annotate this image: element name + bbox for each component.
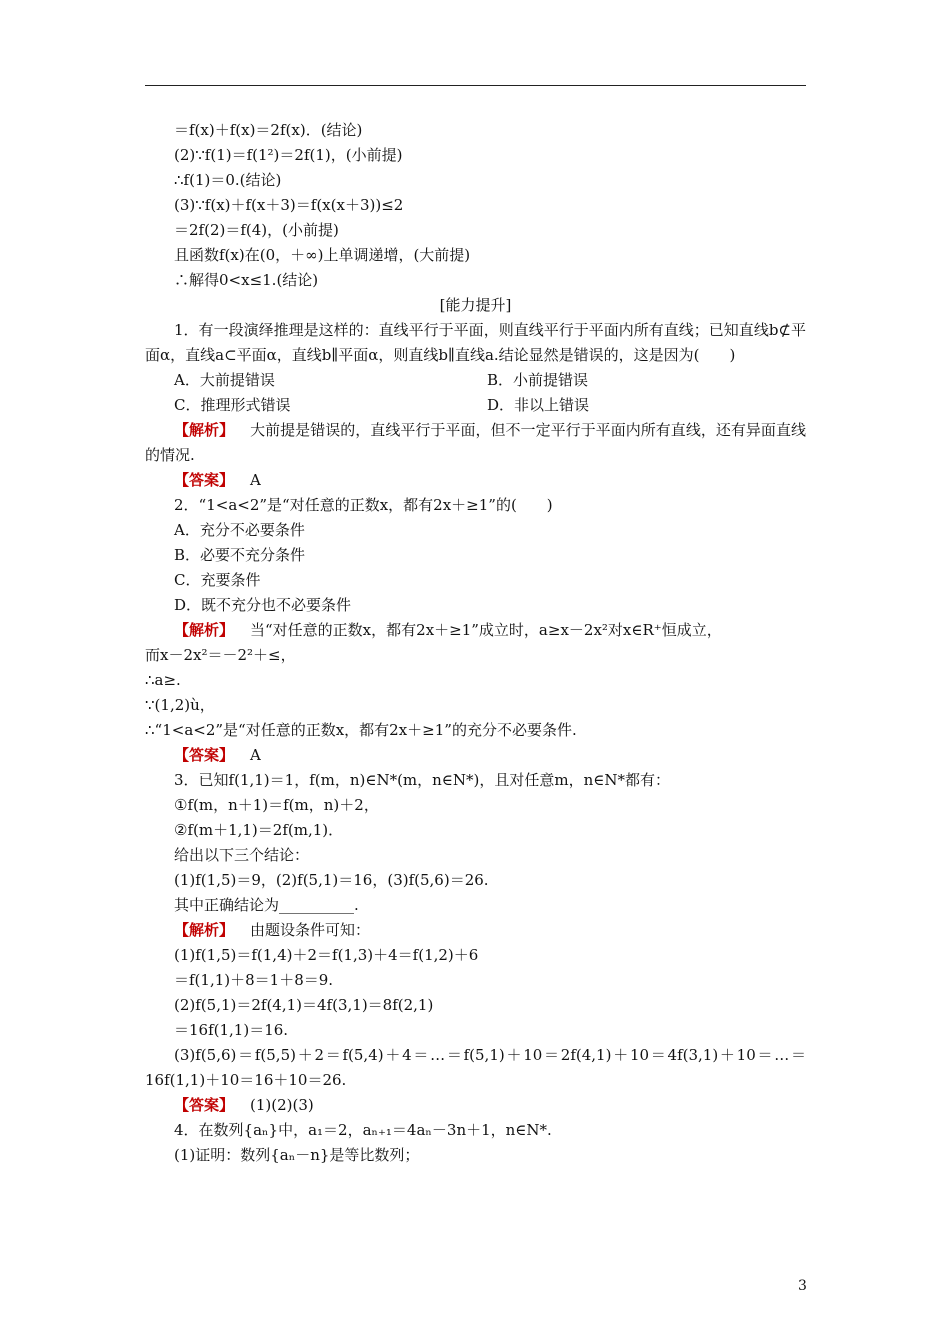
question-3-answer xyxy=(145,1093,806,1118)
question-3-stem: 3．已知f(1,1)＝1，f(m，n)∈N*(m，n∈N*)，且对任意m，n∈N*都有： xyxy=(174,771,670,789)
text-line: ∵(1,2)ù， xyxy=(145,696,215,714)
text-line: ∴“1<a<2”是“对任意的正数x，都有2x＋≥1”的充分不必要条件. xyxy=(145,721,577,739)
answer-tag: 【答案】 xyxy=(174,1096,235,1114)
text-line: ∴f(1)＝0.(结论) xyxy=(174,171,282,189)
text-line: ＝f(x)＋f(x)＝2f(x)．(结论) xyxy=(174,121,363,139)
text-line: (2)∵f(1)＝f(1²)＝2f(1)，(小前提) xyxy=(174,146,403,164)
text-line: ∴a≥. xyxy=(145,671,181,689)
option-a: A．充分不必要条件 xyxy=(174,521,305,539)
question-4-stem: 4．在数列{aₙ}中，a₁＝2，aₙ₊₁＝4aₙ－3n＋1，n∈N*. xyxy=(174,1121,552,1139)
question-1-options-row xyxy=(145,368,806,393)
question-1-answer xyxy=(145,468,806,493)
answer-tag: 【答案】 xyxy=(174,746,235,764)
analysis-text: 由题设条件可知： xyxy=(250,921,371,939)
answer-text: A xyxy=(250,746,261,764)
question-2-answer xyxy=(145,743,806,768)
analysis-text: 当“对任意的正数x，都有2x＋≥1”成立时，a≥x－2x²对x∈R⁺恒成立， xyxy=(250,621,722,639)
option-c: C．充要条件 xyxy=(174,571,261,589)
text-line: 而x－2x²＝－2²＋≤， xyxy=(145,646,296,664)
analysis-text: 大前提是错误的，直线平行于平面，但不一定平行于平面内所有直线，还有异面直线的情况. xyxy=(145,421,806,464)
text-line: ①f(m，n＋1)＝f(m，n)＋2， xyxy=(174,796,379,814)
text-line: ＝2f(2)＝f(4)，(小前提) xyxy=(174,221,339,239)
text-line: (1)f(1,5)＝9，(2)f(5,1)＝16，(3)f(5,6)＝26. xyxy=(174,871,489,889)
question-2-analysis xyxy=(145,618,806,643)
question-2-stem: 2．“1<a<2”是“对任意的正数x，都有2x＋≥1”的( ) xyxy=(174,496,553,514)
text-line: 给出以下三个结论： xyxy=(174,846,310,864)
analysis-tag: 【解析】 xyxy=(174,621,235,639)
question-1-analysis xyxy=(145,418,806,468)
text-line: (2)f(5,1)＝2f(4,1)＝4f(3,1)＝8f(2,1) xyxy=(174,996,434,1014)
text-line: 且函数f(x)在(0，＋∞)上单调递增，(大前提) xyxy=(174,246,471,264)
text-line: (3)f(5,6)＝f(5,5)＋2＝f(5,4)＋4＝…＝f(5,1)＋10＝2f(4,1)＋10＝4f(3,1)＋10＝…＝16f(1,1)＋10＝16＋10＝26. xyxy=(145,1046,806,1089)
analysis-tag: 【解析】 xyxy=(174,421,235,439)
page-content xyxy=(145,118,806,1168)
text-line: ＝f(1,1)＋8＝1＋8＝9. xyxy=(174,971,334,989)
text-line: (1)证明：数列{aₙ－n}是等比数列； xyxy=(174,1146,420,1164)
header-rule xyxy=(145,85,806,86)
answer-text: A xyxy=(250,471,261,489)
question-3-analysis xyxy=(145,918,806,943)
text-line: ＝16f(1,1)＝16. xyxy=(174,1021,289,1039)
analysis-tag: 【解析】 xyxy=(174,921,235,939)
option-d: D．既不充分也不必要条件 xyxy=(174,596,352,614)
answer-text: (1)(2)(3) xyxy=(250,1096,314,1114)
option-c: C．推理形式错误 xyxy=(174,396,291,414)
question-1-options-row xyxy=(145,393,806,418)
text-line: 其中正确结论为__________. xyxy=(174,896,359,914)
option-b: B．必要不充分条件 xyxy=(174,546,306,564)
text-line: ②f(m＋1,1)＝2f(m,1)． xyxy=(174,821,344,839)
section-title: [能力提升] xyxy=(439,296,512,314)
text-line: (3)∵f(x)＋f(x＋3)＝f(x(x＋3))≤2 xyxy=(174,196,404,214)
answer-tag: 【答案】 xyxy=(174,471,235,489)
page-number: 3 xyxy=(798,1278,807,1294)
option-b: B．小前提错误 xyxy=(487,371,589,389)
text-line: ∴解得0<x≤1.(结论) xyxy=(174,271,319,289)
question-1-stem: 1．有一段演绎推理是这样的：直线平行于平面，则直线平行于平面内所有直线；已知直线b⊄平面α，直线a⊂平面α，直线b∥平面α，则直线b∥直线a.结论显然是错误的，这是因为( ) xyxy=(145,321,806,364)
option-d: D．非以上错误 xyxy=(487,396,590,414)
option-a: A．大前提错误 xyxy=(174,371,275,389)
text-line: (1)f(1,5)＝f(1,4)＋2＝f(1,3)＋4＝f(1,2)＋6 xyxy=(174,946,479,964)
